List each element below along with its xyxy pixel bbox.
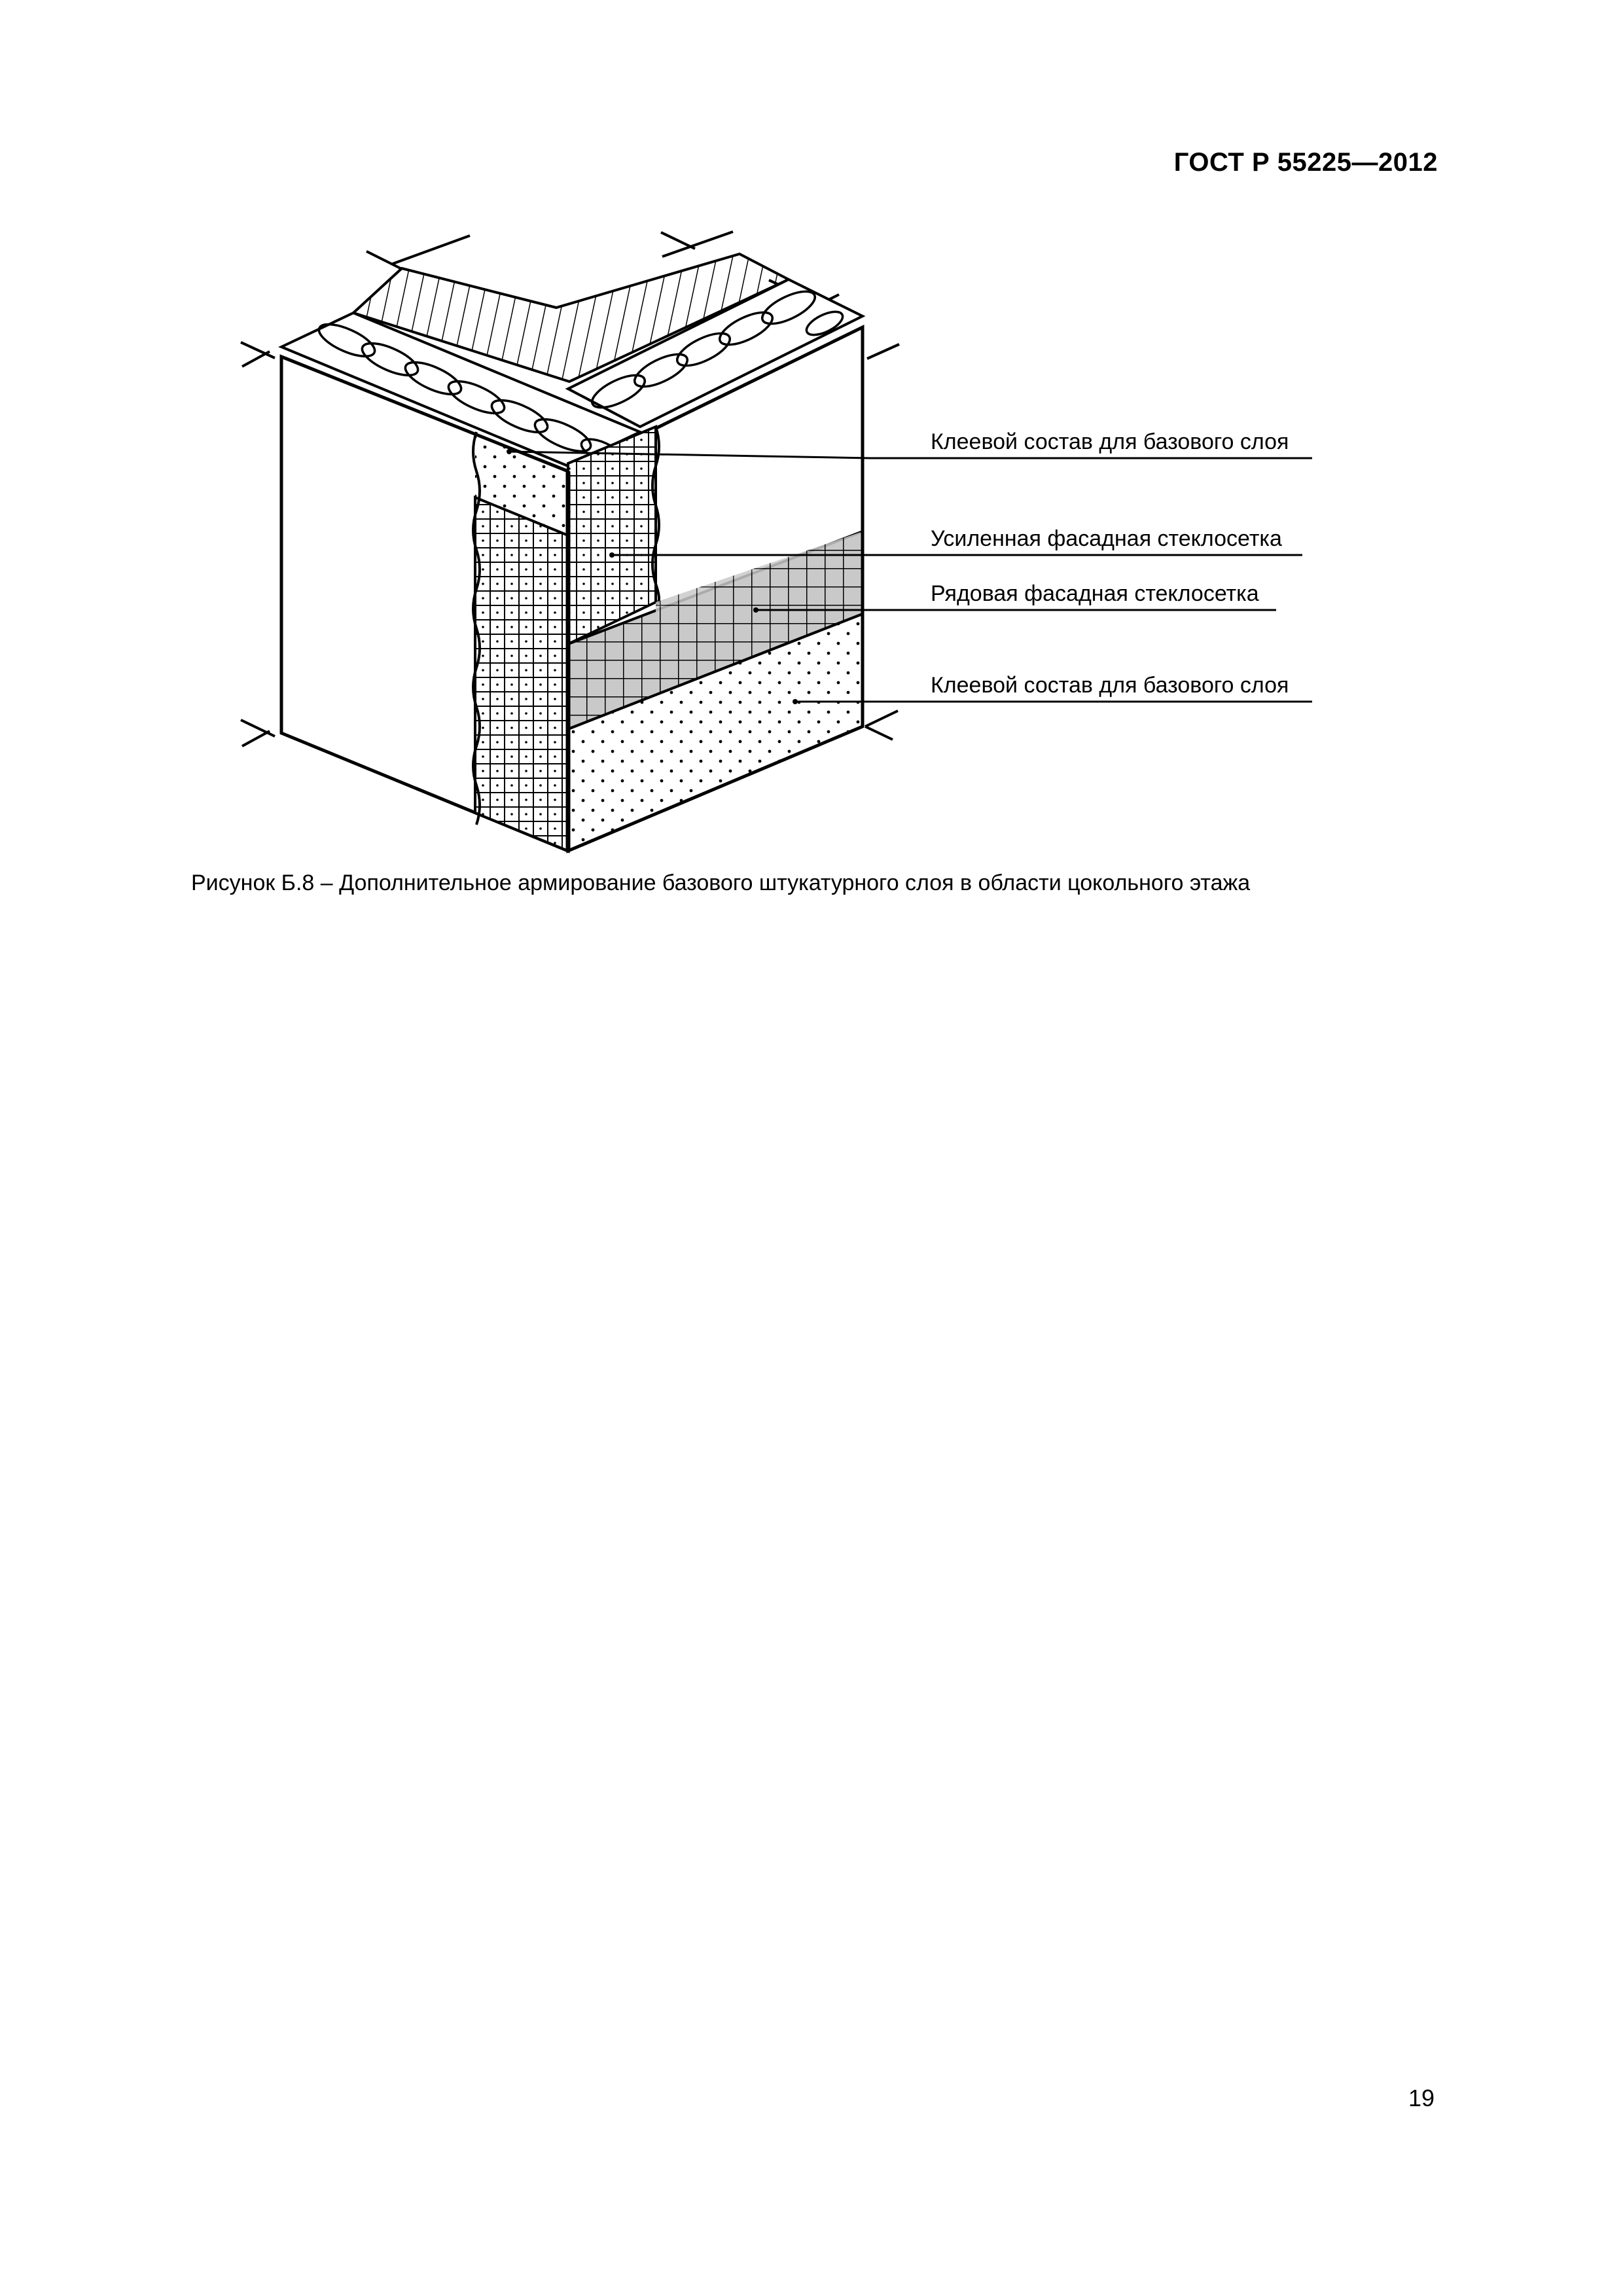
callout-standard-mesh: Рядовая фасадная стеклосетка	[931, 581, 1259, 606]
wall-corner-diagram	[0, 0, 1623, 864]
figure-caption: Рисунок Б.8 – Дополнительное армирование базового штукатурного слоя в области цокольного этажа	[191, 870, 1251, 895]
document-standard-code: ГОСТ Р 55225—2012	[1173, 148, 1438, 177]
callout-reinforced-mesh: Усиленная фасадная стеклосетка	[931, 526, 1282, 551]
callout-adhesive-bottom: Клеевой состав для базового слоя	[931, 673, 1289, 698]
reinforced-mesh-left	[475, 497, 568, 851]
callout-adhesive-top: Клеевой состав для базового слоя	[931, 429, 1289, 454]
page-number: 19	[1408, 2085, 1435, 2111]
